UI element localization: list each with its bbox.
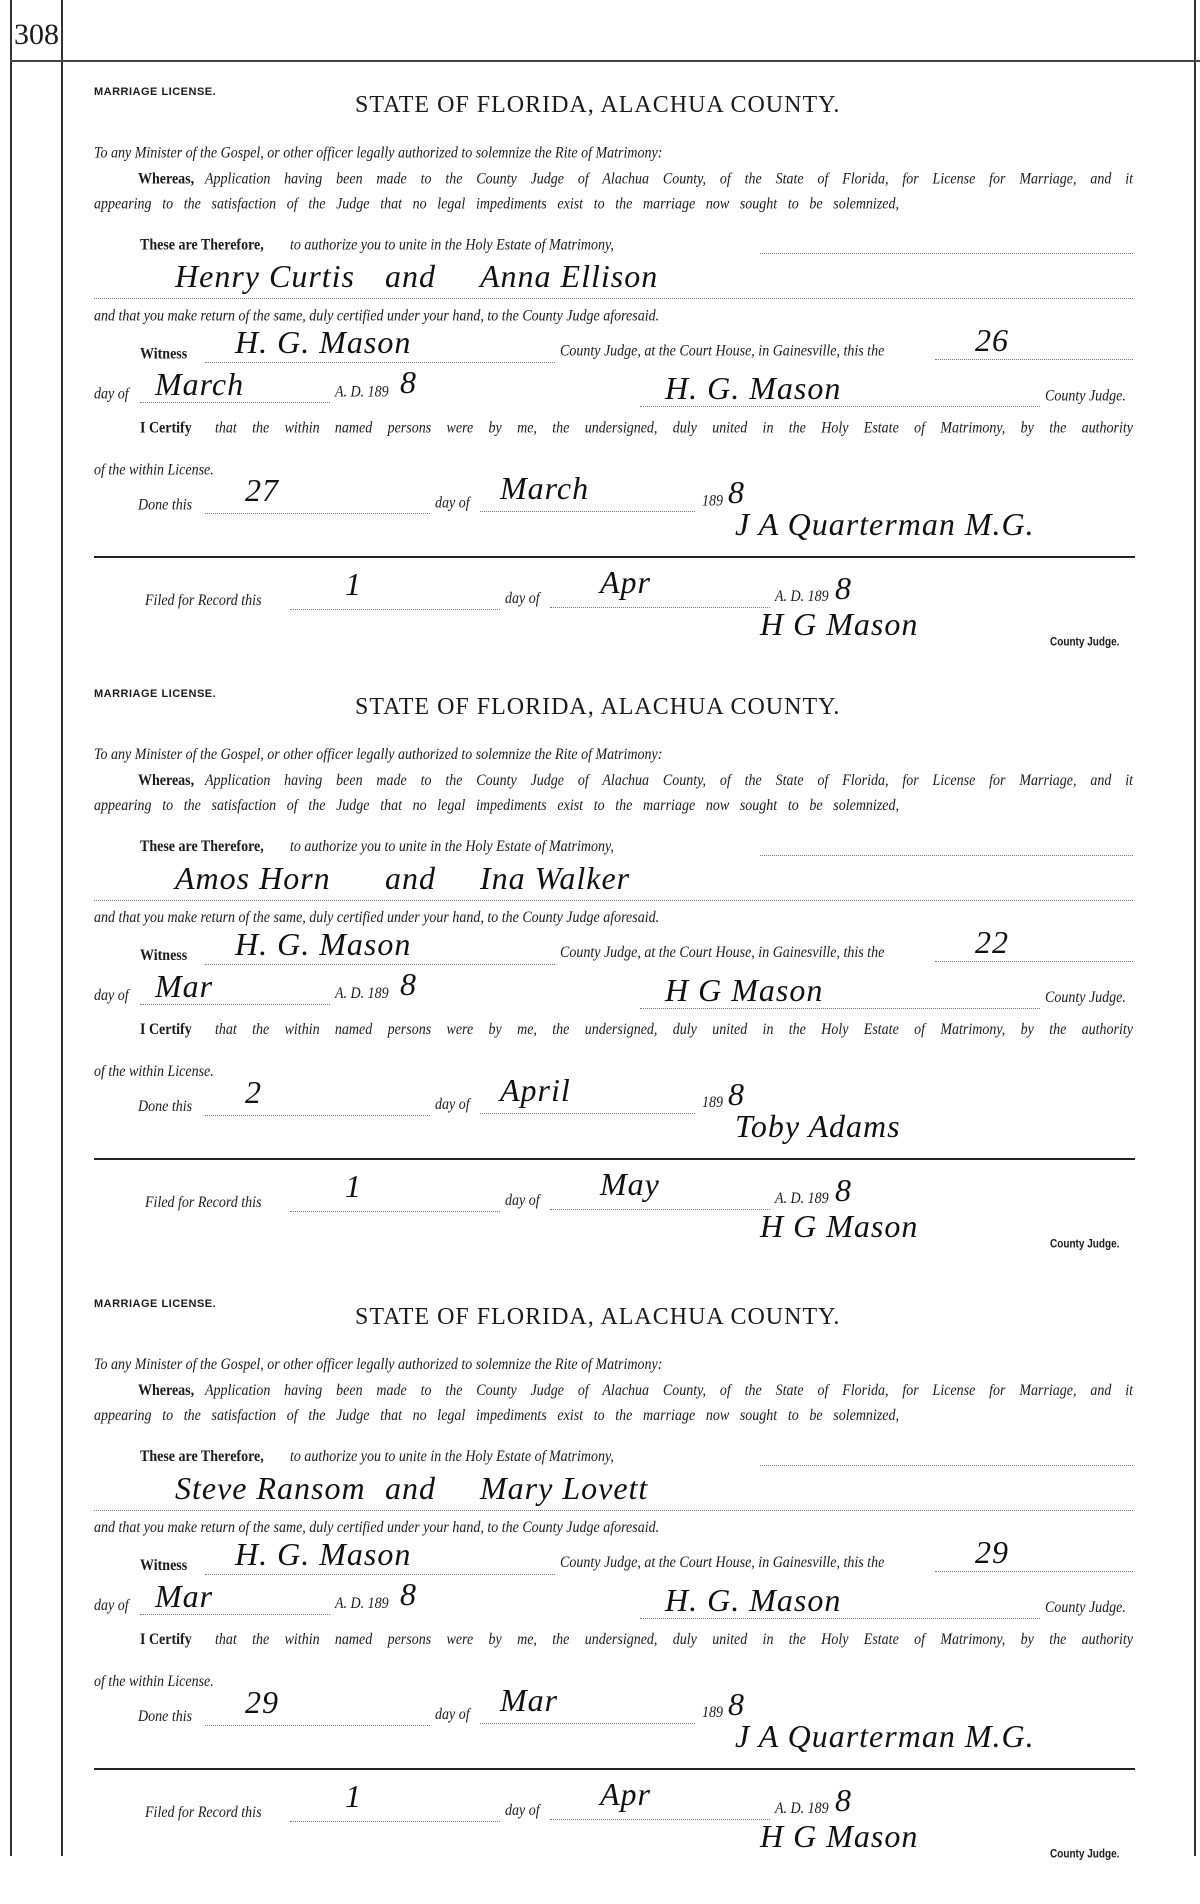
these-lead: These are Therefore, bbox=[140, 236, 264, 254]
to-any-text: To any Minister of the Gospel, or other officer legally authorized to solemnize the Rite of Matrimony: bbox=[94, 144, 663, 162]
witness-label: Witness bbox=[140, 1557, 188, 1575]
groom-name: Amos Horn bbox=[175, 860, 331, 896]
done-day-line bbox=[205, 1115, 430, 1116]
done-this-label: Done this bbox=[138, 1098, 193, 1116]
done-year-label: 189 bbox=[702, 492, 723, 510]
minister-signature: Toby Adams bbox=[735, 1108, 901, 1144]
witness-line bbox=[205, 1574, 555, 1575]
license-month: Mar bbox=[155, 968, 214, 1004]
filed-day: 1 bbox=[345, 566, 362, 602]
names-line bbox=[94, 1510, 1133, 1511]
appearing-text: appearing to the satisfaction of the Judge that no legal impediments exist to the marriage now sought to be solemnized, bbox=[94, 797, 899, 815]
within-text: of the within License. bbox=[94, 461, 214, 479]
filed-day-of-label: day of bbox=[505, 590, 540, 608]
day-line bbox=[935, 1571, 1133, 1572]
certify-text: that the within named persons were by me, the undersigned, duly united in the Holy Estate of Matrimony, by the authority bbox=[215, 1631, 1133, 1649]
license-year: 8 bbox=[400, 364, 417, 400]
done-day: 2 bbox=[245, 1074, 262, 1110]
filed-month-line bbox=[550, 1819, 770, 1820]
filed-month-line bbox=[550, 1209, 770, 1210]
witness-label: Witness bbox=[140, 345, 188, 363]
page-number: 308 bbox=[14, 18, 59, 51]
done-year-label: 189 bbox=[702, 1094, 723, 1112]
judge-signature: H. G. Mason bbox=[665, 370, 842, 406]
ad-label: A. D. 189 bbox=[335, 1595, 389, 1613]
done-month: March bbox=[500, 470, 590, 506]
within-text: of the within License. bbox=[94, 1063, 214, 1081]
filed-day-line bbox=[290, 1821, 500, 1822]
witness-line bbox=[205, 964, 555, 965]
filed-ad-label: A. D. 189 bbox=[775, 1190, 829, 1208]
certify-lead: I Certify bbox=[140, 419, 192, 437]
filed-year: 8 bbox=[835, 1172, 852, 1208]
filed-ad-label: A. D. 189 bbox=[775, 1800, 829, 1818]
license-month: March bbox=[155, 366, 245, 402]
witness-signature: H. G. Mason bbox=[235, 1536, 412, 1572]
minister-signature: J A Quarterman M.G. bbox=[735, 1718, 1035, 1754]
done-year: 8 bbox=[728, 1076, 745, 1112]
filed-label: Filed for Record this bbox=[145, 1194, 262, 1212]
section-rule bbox=[94, 556, 1135, 558]
done-this-label: Done this bbox=[138, 496, 193, 514]
county-judge-label: County Judge. bbox=[1045, 1599, 1126, 1617]
filed-day-line bbox=[290, 1211, 500, 1212]
these-line bbox=[760, 855, 1133, 856]
done-day-of-label: day of bbox=[435, 1706, 470, 1724]
license-day: 22 bbox=[975, 924, 1009, 960]
done-day: 27 bbox=[245, 472, 279, 508]
court-house-text: County Judge, at the Court House, in Gainesville, this the bbox=[560, 1554, 885, 1572]
bride-name: Anna Ellison bbox=[480, 258, 659, 294]
day-line bbox=[935, 359, 1133, 360]
done-year: 8 bbox=[728, 474, 745, 510]
county-judge-label: County Judge. bbox=[1045, 989, 1126, 1007]
done-day-line bbox=[205, 1725, 430, 1726]
done-day-of-label: day of bbox=[435, 494, 470, 512]
license-label: MARRIAGE LICENSE. bbox=[94, 86, 217, 98]
whereas-text: Application having been made to the County Judge of Alachua County, of the State of Florida, for License for Marriage, and it bbox=[205, 772, 1133, 790]
filed-signature: H G Mason bbox=[760, 1208, 919, 1244]
filed-county-judge-label: County Judge. bbox=[1050, 636, 1120, 649]
header-rule bbox=[10, 60, 1200, 62]
witness-label: Witness bbox=[140, 947, 188, 965]
done-year-label: 189 bbox=[702, 1704, 723, 1722]
done-day-line bbox=[205, 513, 430, 514]
court-house-text: County Judge, at the Court House, in Gainesville, this the bbox=[560, 944, 885, 962]
done-month: April bbox=[500, 1072, 571, 1108]
filed-month: Apr bbox=[600, 564, 651, 600]
filed-day: 1 bbox=[345, 1778, 362, 1814]
filed-ad-label: A. D. 189 bbox=[775, 588, 829, 606]
filed-day-line bbox=[290, 609, 500, 610]
to-any-text: To any Minister of the Gospel, or other officer legally authorized to solemnize the Rite of Matrimony: bbox=[94, 1356, 663, 1374]
filed-day-of-label: day of bbox=[505, 1802, 540, 1820]
marriage-license-2 bbox=[0, 688, 1200, 1294]
these-text: to authorize you to unite in the Holy Estate of Matrimony, bbox=[290, 1448, 614, 1466]
minister-signature: J A Quarterman M.G. bbox=[735, 506, 1035, 542]
these-text: to authorize you to unite in the Holy Estate of Matrimony, bbox=[290, 838, 614, 856]
filed-month-line bbox=[550, 607, 770, 608]
day-line bbox=[935, 961, 1133, 962]
done-month-line bbox=[480, 511, 695, 512]
names-line bbox=[94, 298, 1133, 299]
license-year: 8 bbox=[400, 966, 417, 1002]
filed-month: May bbox=[600, 1166, 660, 1202]
day-of-label: day of bbox=[94, 987, 129, 1005]
groom-name: Steve Ransom bbox=[175, 1470, 366, 1506]
section-rule bbox=[94, 1158, 1135, 1160]
witness-signature: H. G. Mason bbox=[235, 926, 412, 962]
whereas-lead: Whereas, bbox=[138, 1382, 195, 1400]
marriage-license-1 bbox=[0, 86, 1200, 692]
appearing-text: appearing to the satisfaction of the Judge that no legal impediments exist to the marriage now sought to be solemnized, bbox=[94, 1407, 899, 1425]
filed-signature: H G Mason bbox=[760, 1818, 919, 1854]
filed-county-judge-label: County Judge. bbox=[1050, 1238, 1120, 1251]
and-word: and bbox=[385, 258, 436, 294]
and-word: and bbox=[385, 1470, 436, 1506]
filed-year: 8 bbox=[835, 570, 852, 606]
these-lead: These are Therefore, bbox=[140, 1448, 264, 1466]
done-day-of-label: day of bbox=[435, 1096, 470, 1114]
filed-label: Filed for Record this bbox=[145, 592, 262, 610]
done-month-line bbox=[480, 1113, 695, 1114]
filed-year: 8 bbox=[835, 1782, 852, 1818]
judge-signature: H G Mason bbox=[665, 972, 824, 1008]
license-label: MARRIAGE LICENSE. bbox=[94, 1298, 217, 1310]
and-word: and bbox=[385, 860, 436, 896]
groom-name: Henry Curtis bbox=[175, 258, 355, 294]
filed-signature: H G Mason bbox=[760, 606, 919, 642]
these-line bbox=[760, 253, 1133, 254]
filed-day-of-label: day of bbox=[505, 1192, 540, 1210]
these-line bbox=[760, 1465, 1133, 1466]
whereas-text: Application having been made to the County Judge of Alachua County, of the State of Florida, for License for Marriage, and it bbox=[205, 1382, 1133, 1400]
and-that-text: and that you make return of the same, duly certified under your hand, to the County Judge aforesaid. bbox=[94, 1519, 660, 1537]
license-title: STATE OF FLORIDA, ALACHUA COUNTY. bbox=[355, 1304, 841, 1330]
certify-lead: I Certify bbox=[140, 1021, 192, 1039]
done-year: 8 bbox=[728, 1686, 745, 1722]
whereas-lead: Whereas, bbox=[138, 170, 195, 188]
certify-lead: I Certify bbox=[140, 1631, 192, 1649]
done-this-label: Done this bbox=[138, 1708, 193, 1726]
witness-line bbox=[205, 362, 555, 363]
judge-signature: H. G. Mason bbox=[665, 1582, 842, 1618]
bride-name: Ina Walker bbox=[480, 860, 631, 896]
certify-text: that the within named persons were by me, the undersigned, duly united in the Holy Estate of Matrimony, by the authority bbox=[215, 419, 1133, 437]
to-any-text: To any Minister of the Gospel, or other officer legally authorized to solemnize the Rite of Matrimony: bbox=[94, 746, 663, 764]
names-line bbox=[94, 900, 1133, 901]
and-that-text: and that you make return of the same, duly certified under your hand, to the County Judge aforesaid. bbox=[94, 307, 660, 325]
license-day: 26 bbox=[975, 322, 1009, 358]
appearing-text: appearing to the satisfaction of the Judge that no legal impediments exist to the marriage now sought to be solemnized, bbox=[94, 195, 899, 213]
these-text: to authorize you to unite in the Holy Estate of Matrimony, bbox=[290, 236, 614, 254]
whereas-text: Application having been made to the County Judge of Alachua County, of the State of Florida, for License for Marriage, and it bbox=[205, 170, 1133, 188]
license-label: MARRIAGE LICENSE. bbox=[94, 688, 217, 700]
witness-signature: H. G. Mason bbox=[235, 324, 412, 360]
these-lead: These are Therefore, bbox=[140, 838, 264, 856]
filed-day: 1 bbox=[345, 1168, 362, 1204]
court-house-text: County Judge, at the Court House, in Gainesville, this the bbox=[560, 342, 885, 360]
license-title: STATE OF FLORIDA, ALACHUA COUNTY. bbox=[355, 694, 841, 720]
license-year: 8 bbox=[400, 1576, 417, 1612]
section-rule bbox=[94, 1768, 1135, 1770]
bride-name: Mary Lovett bbox=[480, 1470, 649, 1506]
license-month: Mar bbox=[155, 1578, 214, 1614]
marriage-license-3 bbox=[0, 1298, 1200, 1904]
license-title: STATE OF FLORIDA, ALACHUA COUNTY. bbox=[355, 92, 841, 118]
filed-label: Filed for Record this bbox=[145, 1804, 262, 1822]
day-of-label: day of bbox=[94, 385, 129, 403]
filed-county-judge-label: County Judge. bbox=[1050, 1848, 1120, 1861]
ad-label: A. D. 189 bbox=[335, 383, 389, 401]
and-that-text: and that you make return of the same, duly certified under your hand, to the County Judge aforesaid. bbox=[94, 909, 660, 927]
license-day: 29 bbox=[975, 1534, 1009, 1570]
done-month-line bbox=[480, 1723, 695, 1724]
done-month: Mar bbox=[500, 1682, 559, 1718]
done-day: 29 bbox=[245, 1684, 279, 1720]
county-judge-label: County Judge. bbox=[1045, 387, 1126, 405]
day-of-label: day of bbox=[94, 1597, 129, 1615]
filed-month: Apr bbox=[600, 1776, 651, 1812]
within-text: of the within License. bbox=[94, 1673, 214, 1691]
certify-text: that the within named persons were by me, the undersigned, duly united in the Holy Estate of Matrimony, by the authority bbox=[215, 1021, 1133, 1039]
whereas-lead: Whereas, bbox=[138, 772, 195, 790]
ad-label: A. D. 189 bbox=[335, 985, 389, 1003]
